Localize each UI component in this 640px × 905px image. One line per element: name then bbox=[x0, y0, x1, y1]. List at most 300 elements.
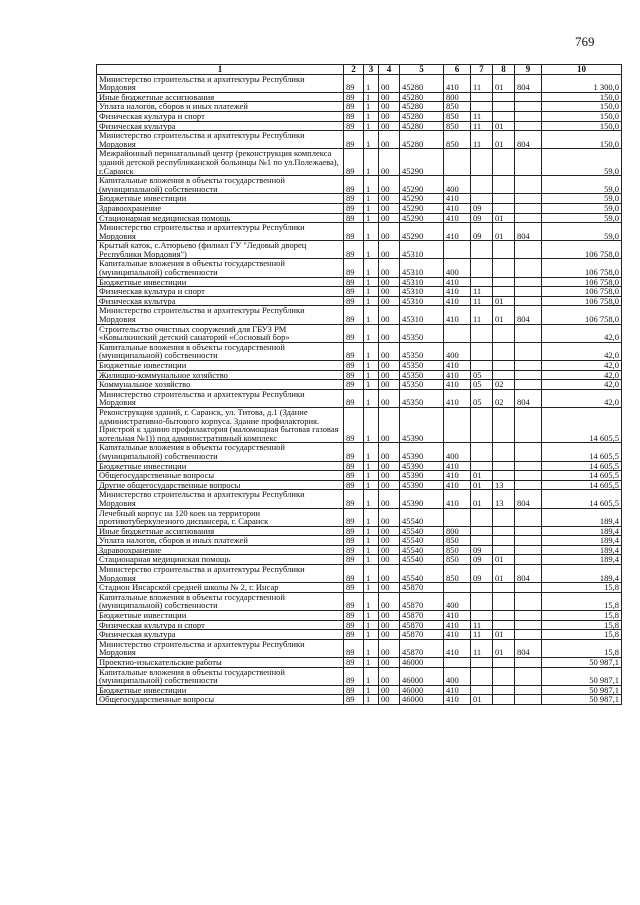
cell-grbs bbox=[515, 342, 542, 360]
cell-subsection bbox=[493, 111, 515, 121]
budget-table bbox=[96, 64, 622, 705]
cell-article: 45310 bbox=[400, 306, 444, 324]
table-row bbox=[97, 639, 622, 657]
cell-program: 00 bbox=[379, 508, 400, 526]
cell-subsection: 01 bbox=[493, 131, 515, 149]
cell-subsection bbox=[493, 102, 515, 112]
cell-program: 00 bbox=[379, 92, 400, 102]
cell-section: 09 bbox=[471, 565, 493, 583]
cell-subprogram: 1 bbox=[364, 565, 379, 583]
table-row bbox=[97, 342, 622, 360]
cell-expense-type: 410 bbox=[444, 306, 471, 324]
cell-article: 45280 bbox=[400, 102, 444, 112]
cell-chapter-code: 89 bbox=[344, 461, 364, 471]
cell-article: 45540 bbox=[400, 508, 444, 526]
cell-expense-type: 410 bbox=[444, 611, 471, 621]
table-row bbox=[97, 545, 622, 555]
cell-article: 45350 bbox=[400, 380, 444, 390]
cell-program: 00 bbox=[379, 592, 400, 610]
table-row bbox=[97, 490, 622, 508]
cell-name: Коммунальное хозяйство bbox=[97, 380, 344, 390]
cell-subprogram: 1 bbox=[364, 176, 379, 194]
cell-expense-type: 850 bbox=[444, 555, 471, 565]
cell-program: 00 bbox=[379, 213, 400, 223]
table-row bbox=[97, 685, 622, 695]
cell-section bbox=[471, 324, 493, 342]
cell-name: Стационарная медицинская помощь bbox=[97, 555, 344, 565]
cell-program: 00 bbox=[379, 620, 400, 630]
cell-expense-type: 410 bbox=[444, 480, 471, 490]
cell-expense-type: 410 bbox=[444, 620, 471, 630]
column-header-amount: 10 bbox=[542, 65, 622, 75]
cell-subsection: 01 bbox=[493, 213, 515, 223]
cell-amount: 42,0 bbox=[542, 324, 622, 342]
cell-section: 05 bbox=[471, 389, 493, 407]
cell-program: 00 bbox=[379, 443, 400, 461]
cell-amount: 42,0 bbox=[542, 342, 622, 360]
cell-chapter-code: 89 bbox=[344, 639, 364, 657]
cell-expense-type: 850 bbox=[444, 536, 471, 546]
cell-chapter-code: 89 bbox=[344, 490, 364, 508]
cell-subprogram: 1 bbox=[364, 526, 379, 536]
cell-name: Иные бюджетные ассигнования bbox=[97, 526, 344, 536]
cell-subsection bbox=[493, 361, 515, 371]
column-header-section: 7 bbox=[471, 65, 493, 75]
cell-program: 00 bbox=[379, 223, 400, 241]
cell-section: 11 bbox=[471, 639, 493, 657]
cell-grbs bbox=[515, 380, 542, 390]
cell-article: 46000 bbox=[400, 695, 444, 705]
cell-chapter-code: 89 bbox=[344, 296, 364, 306]
cell-subsection: 13 bbox=[493, 480, 515, 490]
cell-name: Проектно-изыскательские работы bbox=[97, 658, 344, 668]
cell-expense-type bbox=[444, 149, 471, 176]
cell-subprogram: 1 bbox=[364, 223, 379, 241]
cell-subsection bbox=[493, 203, 515, 213]
cell-article: 46000 bbox=[400, 667, 444, 685]
cell-grbs bbox=[515, 259, 542, 277]
cell-subprogram: 1 bbox=[364, 74, 379, 92]
cell-amount: 15,8 bbox=[542, 630, 622, 640]
cell-subprogram: 1 bbox=[364, 203, 379, 213]
table-row bbox=[97, 92, 622, 102]
cell-section: 01 bbox=[471, 471, 493, 481]
cell-chapter-code: 89 bbox=[344, 380, 364, 390]
table-row bbox=[97, 324, 622, 342]
cell-grbs bbox=[515, 471, 542, 481]
cell-grbs bbox=[515, 667, 542, 685]
cell-section: 11 bbox=[471, 620, 493, 630]
cell-article: 45290 bbox=[400, 176, 444, 194]
cell-article: 45310 bbox=[400, 241, 444, 259]
cell-program: 00 bbox=[379, 380, 400, 390]
cell-expense-type: 410 bbox=[444, 287, 471, 297]
cell-grbs bbox=[515, 324, 542, 342]
cell-subprogram: 1 bbox=[364, 639, 379, 657]
cell-chapter-code: 89 bbox=[344, 194, 364, 204]
cell-program: 00 bbox=[379, 555, 400, 565]
cell-chapter-code: 89 bbox=[344, 443, 364, 461]
cell-subsection bbox=[493, 685, 515, 695]
cell-expense-type: 410 bbox=[444, 630, 471, 640]
cell-amount: 150,0 bbox=[542, 121, 622, 131]
cell-program: 00 bbox=[379, 639, 400, 657]
cell-amount: 42,0 bbox=[542, 370, 622, 380]
cell-chapter-code: 89 bbox=[344, 480, 364, 490]
cell-article: 45390 bbox=[400, 461, 444, 471]
cell-amount: 14 605,5 bbox=[542, 490, 622, 508]
cell-chapter-code: 89 bbox=[344, 407, 364, 442]
cell-amount: 42,0 bbox=[542, 389, 622, 407]
cell-program: 00 bbox=[379, 658, 400, 668]
table-row bbox=[97, 389, 622, 407]
cell-grbs bbox=[515, 461, 542, 471]
cell-name: Здравоохранение bbox=[97, 545, 344, 555]
cell-grbs: 804 bbox=[515, 131, 542, 149]
column-header-program: 4 bbox=[379, 65, 400, 75]
cell-article: 45870 bbox=[400, 611, 444, 621]
table-row bbox=[97, 695, 622, 705]
cell-section bbox=[471, 526, 493, 536]
cell-amount: 59,0 bbox=[542, 176, 622, 194]
cell-amount: 189,4 bbox=[542, 545, 622, 555]
cell-name: Физическая культура и спорт bbox=[97, 620, 344, 630]
cell-article: 45870 bbox=[400, 592, 444, 610]
table-row bbox=[97, 287, 622, 297]
cell-program: 00 bbox=[379, 490, 400, 508]
cell-chapter-code: 89 bbox=[344, 342, 364, 360]
cell-grbs bbox=[515, 630, 542, 640]
cell-subprogram: 1 bbox=[364, 536, 379, 546]
cell-chapter-code: 89 bbox=[344, 213, 364, 223]
cell-amount: 189,4 bbox=[542, 526, 622, 536]
cell-article: 45350 bbox=[400, 342, 444, 360]
cell-subsection: 02 bbox=[493, 389, 515, 407]
table-row bbox=[97, 480, 622, 490]
table-row bbox=[97, 630, 622, 640]
column-header-subprogram: 3 bbox=[364, 65, 379, 75]
cell-grbs bbox=[515, 241, 542, 259]
cell-name: Капитальные вложения в объекты государственной (муниципальной) собственности bbox=[97, 259, 344, 277]
cell-amount: 59,0 bbox=[542, 149, 622, 176]
cell-subsection: 01 bbox=[493, 306, 515, 324]
cell-name: Жилищно-коммунальное хозяйство bbox=[97, 370, 344, 380]
cell-chapter-code: 89 bbox=[344, 667, 364, 685]
cell-name: Капитальные вложения в объекты государственной (муниципальной) собственности bbox=[97, 342, 344, 360]
cell-subsection: 01 bbox=[493, 121, 515, 131]
cell-expense-type bbox=[444, 658, 471, 668]
cell-program: 00 bbox=[379, 111, 400, 121]
cell-subsection: 02 bbox=[493, 380, 515, 390]
cell-chapter-code: 89 bbox=[344, 565, 364, 583]
cell-chapter-code: 89 bbox=[344, 277, 364, 287]
cell-expense-type: 410 bbox=[444, 223, 471, 241]
cell-chapter-code: 89 bbox=[344, 176, 364, 194]
cell-section: 11 bbox=[471, 630, 493, 640]
cell-grbs bbox=[515, 92, 542, 102]
cell-name: Министерство строительства и архитектуры Республики Мордовия bbox=[97, 490, 344, 508]
table-row bbox=[97, 407, 622, 442]
cell-expense-type: 410 bbox=[444, 695, 471, 705]
cell-subsection bbox=[493, 149, 515, 176]
cell-expense-type: 410 bbox=[444, 471, 471, 481]
page-number: 769 bbox=[575, 34, 595, 49]
cell-subsection: 01 bbox=[493, 639, 515, 657]
cell-article: 45310 bbox=[400, 296, 444, 306]
cell-name: Бюджетные инвестиции bbox=[97, 361, 344, 371]
cell-name: Общегосударственные вопросы bbox=[97, 695, 344, 705]
cell-name: Иные бюджетные ассигнования bbox=[97, 92, 344, 102]
cell-chapter-code: 89 bbox=[344, 361, 364, 371]
cell-program: 00 bbox=[379, 526, 400, 536]
cell-chapter-code: 89 bbox=[344, 203, 364, 213]
cell-article: 45280 bbox=[400, 111, 444, 121]
cell-article: 46000 bbox=[400, 685, 444, 695]
column-header-article: 5 bbox=[400, 65, 444, 75]
cell-subsection: 01 bbox=[493, 630, 515, 640]
cell-chapter-code: 89 bbox=[344, 111, 364, 121]
cell-amount: 150,0 bbox=[542, 111, 622, 121]
cell-article: 45540 bbox=[400, 565, 444, 583]
table-row bbox=[97, 149, 622, 176]
cell-subprogram: 1 bbox=[364, 102, 379, 112]
cell-subprogram: 1 bbox=[364, 92, 379, 102]
cell-chapter-code: 89 bbox=[344, 583, 364, 593]
cell-chapter-code: 89 bbox=[344, 223, 364, 241]
cell-section: 11 bbox=[471, 74, 493, 92]
cell-article: 45280 bbox=[400, 74, 444, 92]
cell-program: 00 bbox=[379, 74, 400, 92]
cell-name: Крытый каток, с.Атюрьево (филиал ГУ "Ледовый дворец Республики Мордовия") bbox=[97, 241, 344, 259]
cell-article: 45310 bbox=[400, 277, 444, 287]
cell-section bbox=[471, 592, 493, 610]
cell-name: Министерство строительства и архитектуры Республики Мордовия bbox=[97, 131, 344, 149]
cell-subsection bbox=[493, 324, 515, 342]
cell-amount: 106 758,0 bbox=[542, 241, 622, 259]
cell-name: Бюджетные инвестиции bbox=[97, 461, 344, 471]
cell-amount: 150,0 bbox=[542, 102, 622, 112]
cell-subsection bbox=[493, 658, 515, 668]
cell-expense-type bbox=[444, 324, 471, 342]
cell-grbs bbox=[515, 149, 542, 176]
cell-name: Здравоохранение bbox=[97, 203, 344, 213]
cell-program: 00 bbox=[379, 583, 400, 593]
cell-expense-type: 410 bbox=[444, 203, 471, 213]
cell-chapter-code: 89 bbox=[344, 121, 364, 131]
table-row bbox=[97, 361, 622, 371]
cell-article: 45870 bbox=[400, 630, 444, 640]
cell-expense-type: 410 bbox=[444, 194, 471, 204]
cell-subsection bbox=[493, 241, 515, 259]
table-row bbox=[97, 111, 622, 121]
cell-article: 45350 bbox=[400, 324, 444, 342]
cell-grbs bbox=[515, 194, 542, 204]
cell-subprogram: 1 bbox=[364, 342, 379, 360]
cell-chapter-code: 89 bbox=[344, 389, 364, 407]
cell-grbs bbox=[515, 287, 542, 297]
cell-subsection bbox=[493, 277, 515, 287]
cell-amount: 15,8 bbox=[542, 620, 622, 630]
cell-chapter-code: 89 bbox=[344, 545, 364, 555]
cell-program: 00 bbox=[379, 203, 400, 213]
cell-chapter-code: 89 bbox=[344, 131, 364, 149]
cell-program: 00 bbox=[379, 480, 400, 490]
table-row bbox=[97, 667, 622, 685]
cell-article: 45390 bbox=[400, 443, 444, 461]
cell-article: 45390 bbox=[400, 490, 444, 508]
cell-expense-type: 800 bbox=[444, 526, 471, 536]
cell-section bbox=[471, 407, 493, 442]
cell-program: 00 bbox=[379, 389, 400, 407]
cell-article: 45390 bbox=[400, 480, 444, 490]
table-row bbox=[97, 658, 622, 668]
cell-name: Общегосударственные вопросы bbox=[97, 471, 344, 481]
cell-subsection bbox=[493, 287, 515, 297]
cell-grbs bbox=[515, 685, 542, 695]
cell-subprogram: 1 bbox=[364, 296, 379, 306]
cell-grbs: 804 bbox=[515, 490, 542, 508]
cell-amount: 42,0 bbox=[542, 361, 622, 371]
cell-name: Уплата налогов, сборов и иных платежей bbox=[97, 102, 344, 112]
cell-article: 45290 bbox=[400, 149, 444, 176]
cell-section: 09 bbox=[471, 545, 493, 555]
table-row bbox=[97, 306, 622, 324]
cell-subprogram: 1 bbox=[364, 695, 379, 705]
cell-grbs bbox=[515, 102, 542, 112]
cell-expense-type: 850 bbox=[444, 111, 471, 121]
cell-section bbox=[471, 176, 493, 194]
cell-article: 45870 bbox=[400, 620, 444, 630]
cell-chapter-code: 89 bbox=[344, 74, 364, 92]
cell-program: 00 bbox=[379, 121, 400, 131]
cell-program: 00 bbox=[379, 241, 400, 259]
table-row bbox=[97, 555, 622, 565]
cell-grbs bbox=[515, 536, 542, 546]
column-header-subsection: 8 bbox=[493, 65, 515, 75]
cell-article: 45310 bbox=[400, 259, 444, 277]
cell-section bbox=[471, 508, 493, 526]
cell-grbs bbox=[515, 620, 542, 630]
cell-article: 45870 bbox=[400, 583, 444, 593]
cell-expense-type: 410 bbox=[444, 389, 471, 407]
cell-subsection bbox=[493, 526, 515, 536]
table-row bbox=[97, 277, 622, 287]
cell-program: 00 bbox=[379, 176, 400, 194]
column-header-name: 1 bbox=[97, 65, 344, 75]
cell-program: 00 bbox=[379, 324, 400, 342]
cell-chapter-code: 89 bbox=[344, 620, 364, 630]
cell-section: 01 bbox=[471, 490, 493, 508]
table-row bbox=[97, 241, 622, 259]
cell-subsection bbox=[493, 259, 515, 277]
cell-subsection: 01 bbox=[493, 296, 515, 306]
cell-amount: 50 987,1 bbox=[542, 658, 622, 668]
table-row bbox=[97, 443, 622, 461]
cell-subprogram: 1 bbox=[364, 277, 379, 287]
table-row bbox=[97, 176, 622, 194]
cell-name: Бюджетные инвестиции bbox=[97, 194, 344, 204]
cell-chapter-code: 89 bbox=[344, 685, 364, 695]
cell-subsection bbox=[493, 370, 515, 380]
cell-expense-type: 410 bbox=[444, 639, 471, 657]
cell-chapter-code: 89 bbox=[344, 92, 364, 102]
cell-subsection bbox=[493, 342, 515, 360]
cell-grbs bbox=[515, 526, 542, 536]
cell-section: 05 bbox=[471, 380, 493, 390]
cell-subprogram: 1 bbox=[364, 213, 379, 223]
cell-section: 11 bbox=[471, 131, 493, 149]
cell-chapter-code: 89 bbox=[344, 370, 364, 380]
table-row bbox=[97, 620, 622, 630]
cell-amount: 59,0 bbox=[542, 203, 622, 213]
cell-section bbox=[471, 611, 493, 621]
cell-grbs bbox=[515, 508, 542, 526]
cell-name: Бюджетные инвестиции bbox=[97, 685, 344, 695]
cell-program: 00 bbox=[379, 536, 400, 546]
cell-subprogram: 1 bbox=[364, 370, 379, 380]
cell-name: Министерство строительства и архитектуры Республики Мордовия bbox=[97, 306, 344, 324]
cell-expense-type: 400 bbox=[444, 259, 471, 277]
cell-section bbox=[471, 658, 493, 668]
cell-name: Физическая культура bbox=[97, 121, 344, 131]
cell-subprogram: 1 bbox=[364, 287, 379, 297]
cell-section: 11 bbox=[471, 287, 493, 297]
cell-grbs bbox=[515, 370, 542, 380]
cell-program: 00 bbox=[379, 194, 400, 204]
cell-grbs bbox=[515, 296, 542, 306]
cell-name: Бюджетные инвестиции bbox=[97, 611, 344, 621]
cell-subprogram: 1 bbox=[364, 583, 379, 593]
cell-program: 00 bbox=[379, 667, 400, 685]
cell-name: Министерство строительства и архитектуры Республики Мордовия bbox=[97, 565, 344, 583]
cell-chapter-code: 89 bbox=[344, 508, 364, 526]
cell-amount: 14 605,5 bbox=[542, 480, 622, 490]
cell-subprogram: 1 bbox=[364, 490, 379, 508]
cell-subsection bbox=[493, 536, 515, 546]
cell-expense-type: 400 bbox=[444, 592, 471, 610]
cell-amount: 50 987,1 bbox=[542, 667, 622, 685]
cell-subsection: 13 bbox=[493, 490, 515, 508]
cell-section bbox=[471, 583, 493, 593]
cell-subsection bbox=[493, 407, 515, 442]
cell-amount: 106 758,0 bbox=[542, 287, 622, 297]
cell-article: 45350 bbox=[400, 361, 444, 371]
cell-amount: 14 605,5 bbox=[542, 461, 622, 471]
cell-expense-type: 410 bbox=[444, 277, 471, 287]
cell-name: Министерство строительства и архитектуры Республики Мордовия bbox=[97, 389, 344, 407]
cell-name: Стадион Инсарской средней школы № 2, г. Инсар bbox=[97, 583, 344, 593]
cell-subprogram: 1 bbox=[364, 658, 379, 668]
cell-name: Физическая культура bbox=[97, 630, 344, 640]
cell-subprogram: 1 bbox=[364, 361, 379, 371]
cell-subprogram: 1 bbox=[364, 324, 379, 342]
cell-subprogram: 1 bbox=[364, 592, 379, 610]
cell-chapter-code: 89 bbox=[344, 287, 364, 297]
table-row bbox=[97, 102, 622, 112]
cell-expense-type: 410 bbox=[444, 490, 471, 508]
table-row bbox=[97, 508, 622, 526]
cell-subsection bbox=[493, 194, 515, 204]
cell-expense-type bbox=[444, 508, 471, 526]
cell-amount: 59,0 bbox=[542, 223, 622, 241]
cell-section bbox=[471, 667, 493, 685]
cell-chapter-code: 89 bbox=[344, 324, 364, 342]
cell-expense-type: 410 bbox=[444, 74, 471, 92]
table-row bbox=[97, 592, 622, 610]
cell-grbs: 804 bbox=[515, 639, 542, 657]
cell-section: 09 bbox=[471, 203, 493, 213]
cell-subprogram: 1 bbox=[364, 471, 379, 481]
